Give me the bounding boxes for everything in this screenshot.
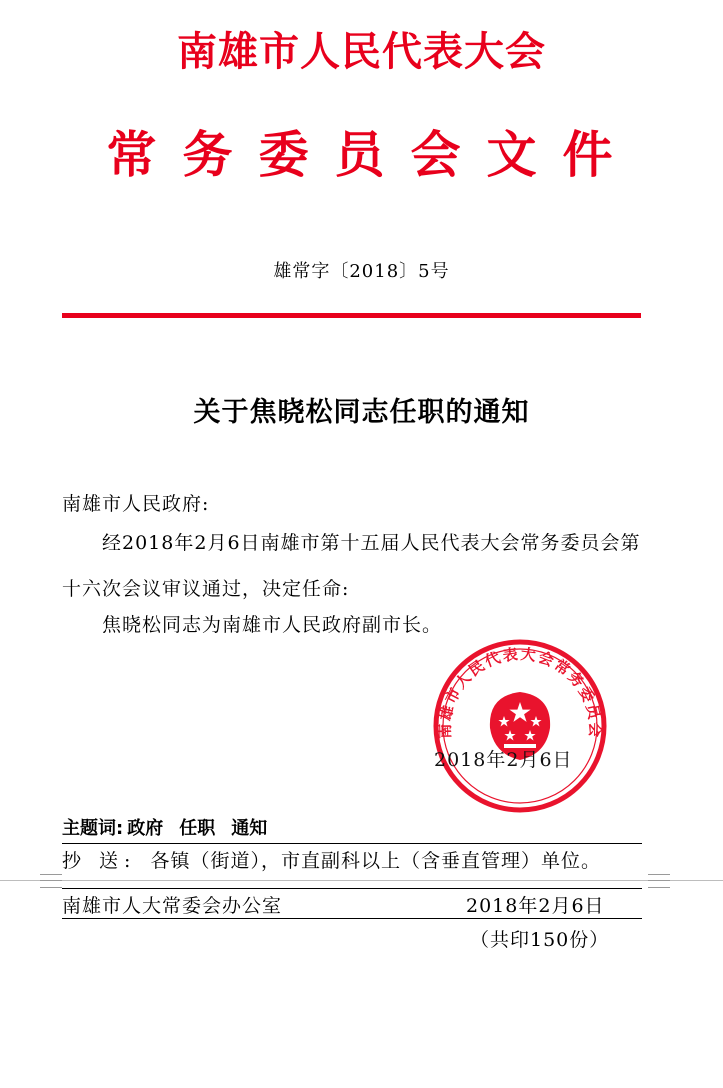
footer-rule-middle: [62, 888, 642, 889]
keyword-item: 任职: [179, 818, 216, 839]
keywords-label: 主题词:: [62, 818, 124, 839]
page-break-marker-right: [648, 874, 670, 888]
keyword-item: 通知: [231, 818, 268, 839]
signature-date: 2018年2月6日: [434, 749, 573, 771]
salutation: 南雄市人民政府:: [62, 493, 210, 515]
cc-label: 抄 送:: [62, 850, 137, 872]
issuer-line-1: 南雄市人民代表大会: [177, 29, 546, 75]
red-separator-line: [62, 313, 641, 318]
document-number: 雄常字〔2018〕5号: [273, 261, 450, 282]
notice-body-paragraph-1: 经2018年2月6日南雄市第十五届人民代表大会常务委员会第十六次会议审议通过，决定任命:: [62, 532, 641, 600]
seal-text: 南雄市人民代表大会常务委员会: [435, 644, 605, 740]
footer-rule-bottom: [62, 918, 642, 919]
footer-rule-top: [62, 843, 642, 844]
page-break-marker-left: [40, 874, 62, 888]
official-seal: [430, 636, 610, 816]
issuer-line-2: 常务委员会文件: [106, 126, 639, 184]
notice-title: 关于焦晓松同志任职的通知: [193, 397, 530, 428]
print-copies: （共印150份）: [470, 929, 610, 951]
cc-recipients: 各镇（街道），市直副科以上（含垂直管理）单位。: [150, 850, 601, 872]
issue-date: 2018年2月6日: [466, 895, 605, 917]
cc-line: [62, 846, 601, 873]
page-break-line: [0, 880, 723, 881]
issuing-office: 南雄市人大常委会办公室: [62, 895, 283, 917]
notice-body-paragraph-2: 焦晓松同志为南雄市人民政府副市长。: [102, 614, 443, 636]
keyword-item: 政府: [127, 818, 164, 839]
subject-keywords: [62, 814, 283, 840]
